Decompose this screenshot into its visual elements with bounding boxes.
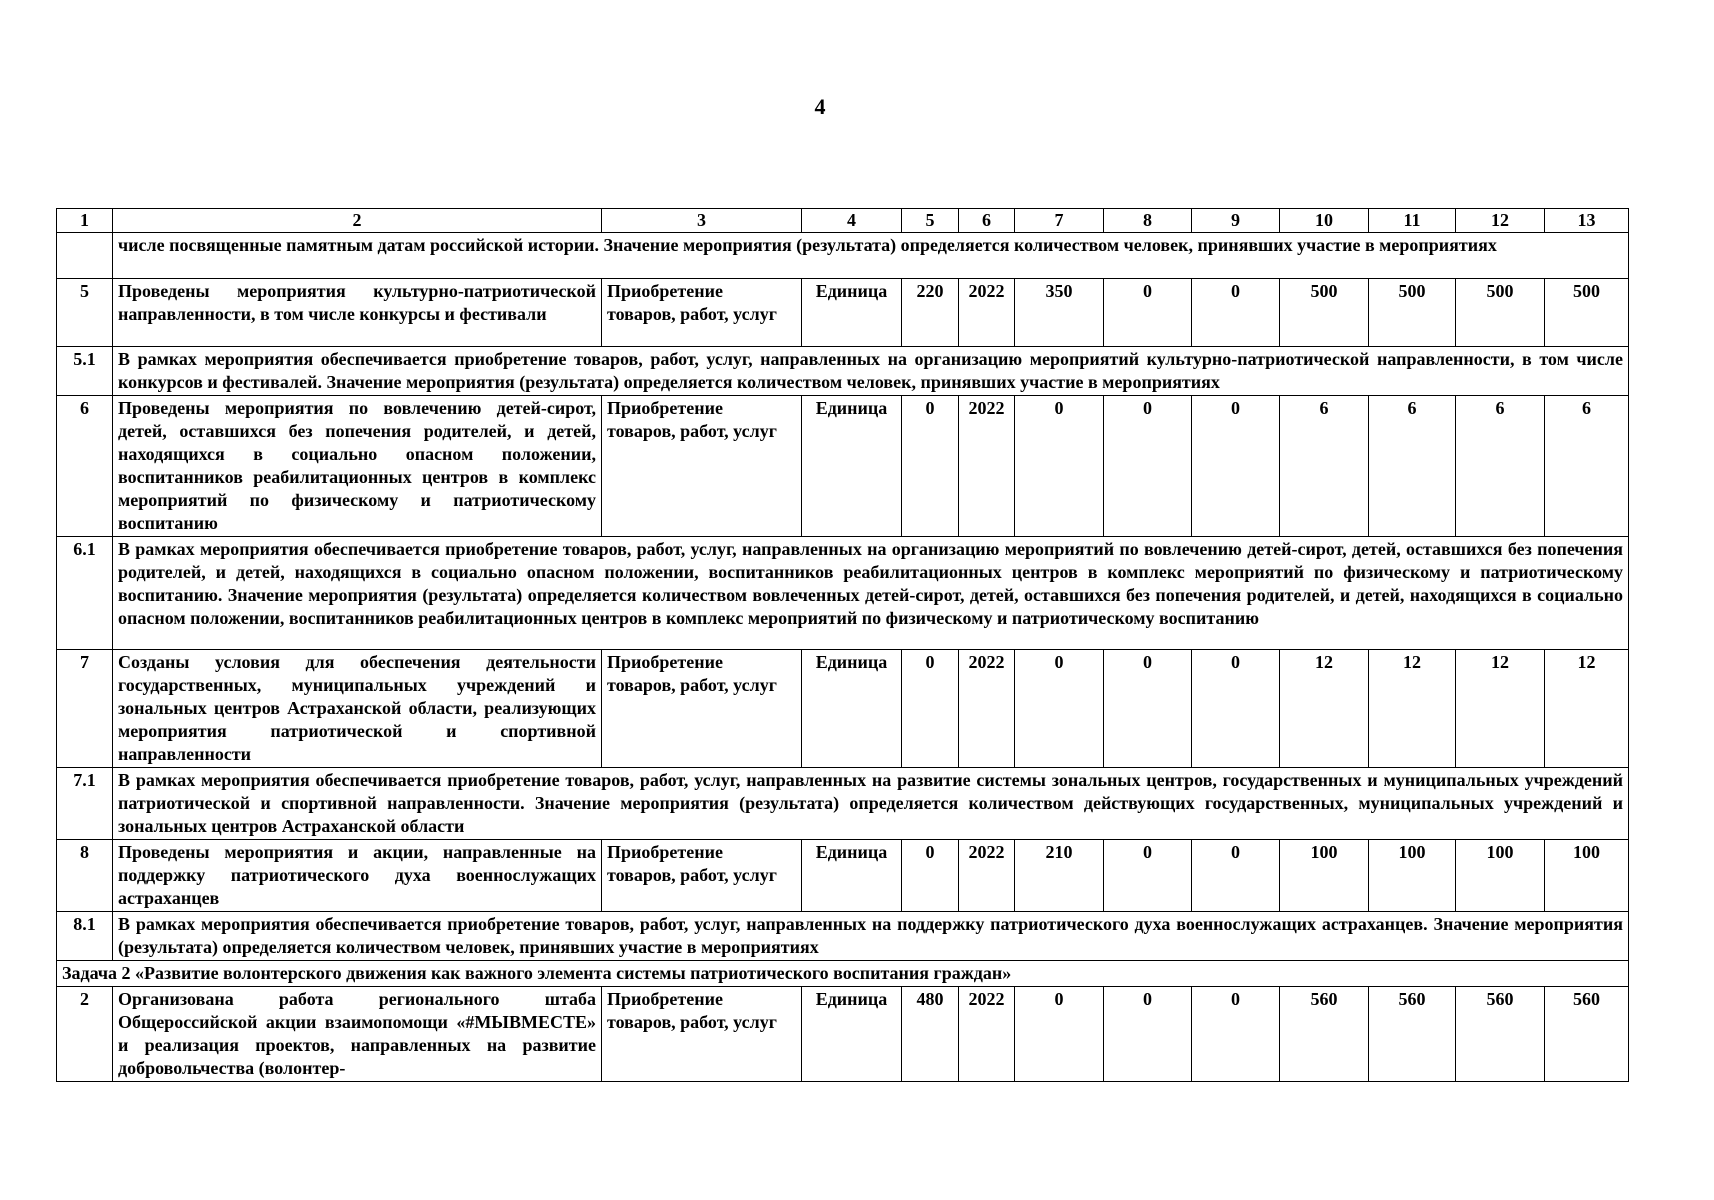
- base-year: 2022: [959, 840, 1015, 912]
- base-year: 2022: [959, 396, 1015, 537]
- value-7: 350: [1015, 279, 1104, 347]
- row-number: 8.1: [57, 912, 113, 961]
- table-row: [57, 279, 1629, 347]
- value-12: 100: [1456, 840, 1545, 912]
- value-8: 0: [1104, 396, 1192, 537]
- base-value: 0: [902, 650, 959, 768]
- value-13: 100: [1545, 840, 1629, 912]
- row-number: 8: [57, 840, 113, 912]
- col-header: 6: [959, 209, 1015, 233]
- col-header: 5: [902, 209, 959, 233]
- value-9: 0: [1192, 987, 1280, 1082]
- task-row: [57, 961, 1629, 987]
- table-row: [57, 840, 1629, 912]
- value-8: 0: [1104, 987, 1192, 1082]
- col-header: 11: [1369, 209, 1456, 233]
- value-11: 500: [1369, 279, 1456, 347]
- value-9: 0: [1192, 650, 1280, 768]
- row-number: 7: [57, 650, 113, 768]
- unit: Единица: [802, 279, 902, 347]
- description-row: [57, 537, 1629, 650]
- unit: Единица: [802, 650, 902, 768]
- row-number: 5: [57, 279, 113, 347]
- col-header: 12: [1456, 209, 1545, 233]
- description-row: [57, 233, 1629, 279]
- base-value: 220: [902, 279, 959, 347]
- unit: Единица: [802, 396, 902, 537]
- value-8: 0: [1104, 650, 1192, 768]
- indicators-table: [56, 208, 1629, 1082]
- value-7: 210: [1015, 840, 1104, 912]
- base-value: 480: [902, 987, 959, 1082]
- value-8: 0: [1104, 840, 1192, 912]
- col-header: 4: [802, 209, 902, 233]
- description-row: [57, 347, 1629, 396]
- measure-kind: Приобретение товаров, работ, услуг: [602, 650, 802, 768]
- measure-name: Созданы условия для обеспечения деятельности государственных, муниципальных учреждений и зональных центров Астраханской области, реализующих мероприятия патриотической и спортивной направленности: [113, 650, 602, 768]
- value-10: 100: [1280, 840, 1369, 912]
- value-12: 12: [1456, 650, 1545, 768]
- task-title: Задача 2 «Развитие волонтерского движения как важного элемента системы патриотического воспитания граждан»: [57, 961, 1629, 987]
- col-header: 7: [1015, 209, 1104, 233]
- col-header: 2: [113, 209, 602, 233]
- base-year: 2022: [959, 987, 1015, 1082]
- measure-name: Проведены мероприятия по вовлечению детей-сирот, детей, оставшихся без попечения родителей, и детей, находящихся в социально опасном положении, воспитанников реабилитационных центров в комплекс мероприятий по физическому и патриотическому воспитанию: [113, 396, 602, 537]
- value-10: 12: [1280, 650, 1369, 768]
- col-header: 13: [1545, 209, 1629, 233]
- value-9: 0: [1192, 279, 1280, 347]
- row-description: В рамках мероприятия обеспечивается приобретение товаров, работ, услуг, направленных на поддержку патриотического духа военнослужащих астраханцев. Значение мероприятия (результата) определяется количеством человек, принявших участие в мероприятиях: [113, 912, 1629, 961]
- value-12: 560: [1456, 987, 1545, 1082]
- value-13: 560: [1545, 987, 1629, 1082]
- value-11: 6: [1369, 396, 1456, 537]
- value-11: 560: [1369, 987, 1456, 1082]
- table-row: [57, 650, 1629, 768]
- unit: Единица: [802, 987, 902, 1082]
- row-number: [57, 233, 113, 279]
- value-12: 6: [1456, 396, 1545, 537]
- row-description: числе посвященные памятным датам российской истории. Значение мероприятия (результата) определяется количеством человек, принявших участие в мероприятиях: [113, 233, 1629, 279]
- description-row: [57, 768, 1629, 840]
- row-description: В рамках мероприятия обеспечивается приобретение товаров, работ, услуг, направленных на развитие системы зональных центров, государственных и муниципальных учреждений патриотической и спортивной направленности. Значение мероприятия (результата) определяется количеством действующих государственных, муниципальных учреждений и зональных центров Астраханской области: [113, 768, 1629, 840]
- measure-name: Организована работа регионального штаба Общероссийской акции взаимопомощи «#МЫВМЕСТЕ» и реализация проектов, направленных на развитие добровольчества (волонтер-: [113, 987, 602, 1082]
- unit: Единица: [802, 840, 902, 912]
- base-year: 2022: [959, 650, 1015, 768]
- value-10: 560: [1280, 987, 1369, 1082]
- col-header: 10: [1280, 209, 1369, 233]
- col-header: 1: [57, 209, 113, 233]
- measure-kind: Приобретение товаров, работ, услуг: [602, 396, 802, 537]
- value-11: 12: [1369, 650, 1456, 768]
- value-10: 6: [1280, 396, 1369, 537]
- row-number: 7.1: [57, 768, 113, 840]
- measure-name: Проведены мероприятия культурно-патриотической направленности, в том числе конкурсы и фестивали: [113, 279, 602, 347]
- row-number: 6: [57, 396, 113, 537]
- description-row: [57, 912, 1629, 961]
- row-number: 2: [57, 987, 113, 1082]
- base-year: 2022: [959, 279, 1015, 347]
- page-number: 4: [814, 94, 826, 119]
- col-header: 9: [1192, 209, 1280, 233]
- measure-kind: Приобретение товаров, работ, услуг: [602, 840, 802, 912]
- value-13: 500: [1545, 279, 1629, 347]
- col-header: 8: [1104, 209, 1192, 233]
- base-value: 0: [902, 840, 959, 912]
- value-13: 12: [1545, 650, 1629, 768]
- value-10: 500: [1280, 279, 1369, 347]
- base-value: 0: [902, 396, 959, 537]
- column-numbers-row: [57, 209, 1629, 233]
- measure-kind: Приобретение товаров, работ, услуг: [602, 279, 802, 347]
- value-12: 500: [1456, 279, 1545, 347]
- value-13: 6: [1545, 396, 1629, 537]
- row-description: В рамках мероприятия обеспечивается приобретение товаров, работ, услуг, направленных на организацию мероприятий культурно-патриотической направленности, в том числе конкурсов и фестивалей. Значение мероприятия (результата) определяется количеством человек, принявших участие в мероприятиях: [113, 347, 1629, 396]
- value-9: 0: [1192, 396, 1280, 537]
- value-7: 0: [1015, 987, 1104, 1082]
- value-11: 100: [1369, 840, 1456, 912]
- measure-kind: Приобретение товаров, работ, услуг: [602, 987, 802, 1082]
- table-row: [57, 987, 1629, 1082]
- row-number: 6.1: [57, 537, 113, 650]
- col-header: 3: [602, 209, 802, 233]
- measure-name: Проведены мероприятия и акции, направленные на поддержку патриотического духа военнослужащих астраханцев: [113, 840, 602, 912]
- row-description: В рамках мероприятия обеспечивается приобретение товаров, работ, услуг, направленных на организацию мероприятий по вовлечению детей-сирот, детей, оставшихся без попечения родителей, и детей, находящихся в социально опасном положении, воспитанников реабилитационных центров в комплекс мероприятий по физическому и патриотическому воспитанию. Значение мероприятия (результата) определяется количеством вовлеченных детей-сирот, детей, оставшихся без попечения родителей, и детей, находящихся в социально опасном положении, воспитанников реабилитационных центров в комплекс мероприятий по физическому и патриотическому воспитанию: [113, 537, 1629, 650]
- table-row: [57, 396, 1629, 537]
- value-7: 0: [1015, 650, 1104, 768]
- value-7: 0: [1015, 396, 1104, 537]
- row-number: 5.1: [57, 347, 113, 396]
- value-9: 0: [1192, 840, 1280, 912]
- value-8: 0: [1104, 279, 1192, 347]
